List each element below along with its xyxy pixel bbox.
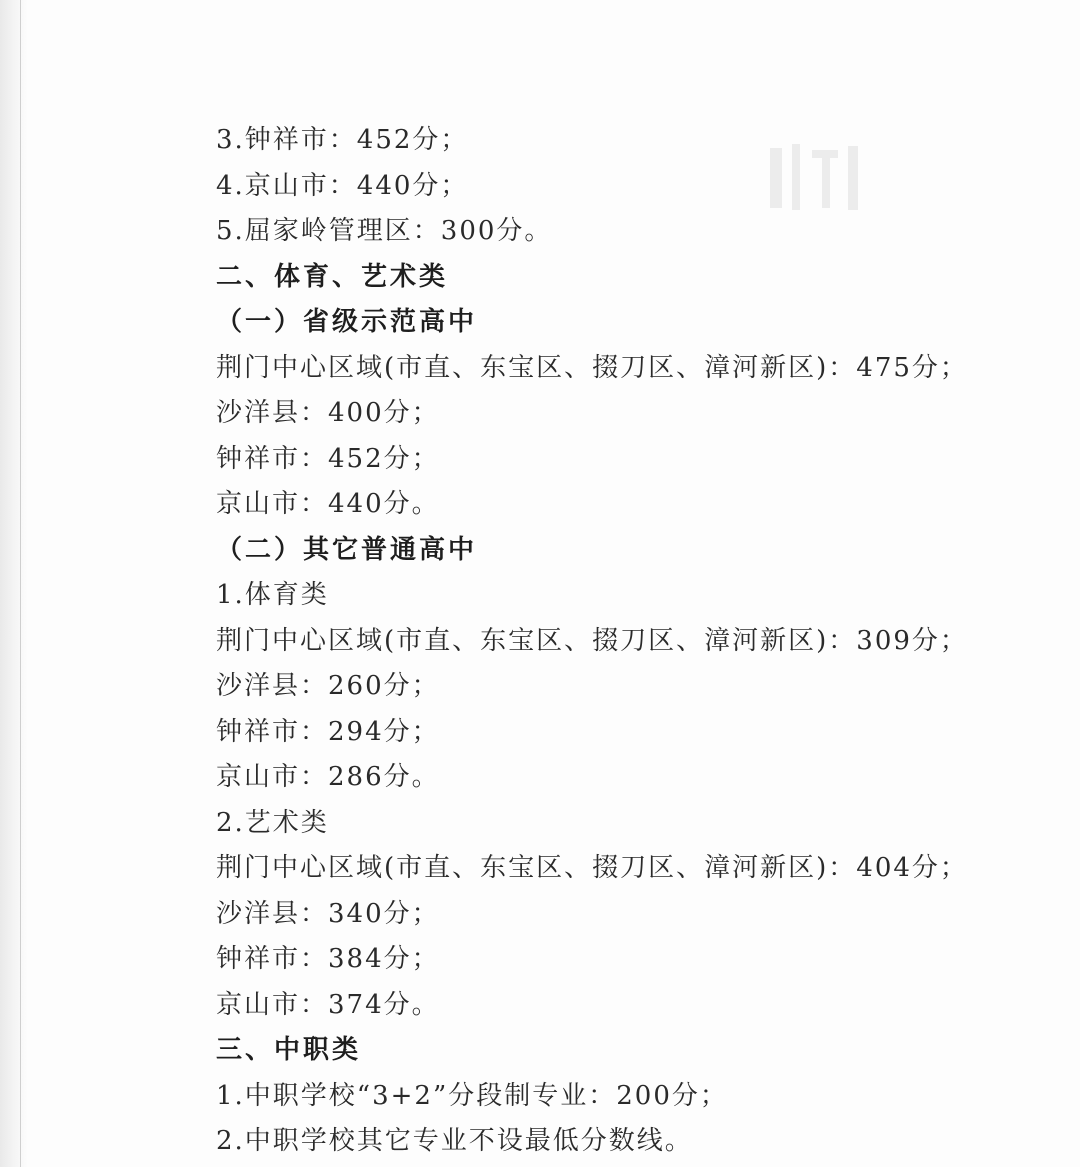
list-heading-sports: 1.体育类 [216,580,329,610]
line-shayang-score-2: 沙洋县：260分； [216,671,440,701]
page-edge-line [20,0,21,1167]
line-shayang-score-3: 沙洋县：340分； [216,898,440,929]
line-vocational-3plus2-score: 1.中职学校“3+2”分段制专业：200分； [216,1080,728,1111]
list-heading-arts: 2.艺术类 [216,807,329,838]
subsection-heading-other-high-schools: （二）其它普通高中 [216,534,478,565]
line-zhongxiang-score-2: 钟祥市：452分； [216,443,440,474]
line-zhongxiang-score-1: 3.钟祥市：452分； [216,125,469,155]
line-vocational-other-no-minimum: 2.中职学校其它专业不设最低分数线。 [216,1126,693,1156]
line-jingshan-score-4: 京山市：374分。 [216,989,440,1020]
line-jingshan-score-2: 京山市：440分。 [216,489,440,519]
document-body [216,118,976,1165]
section-heading-vocational: 三、中职类 [216,1035,362,1065]
line-jingshan-score-3: 京山市：286分。 [216,762,440,792]
line-jingmen-center-score-1: 荆门中心区域(市直、东宝区、掇刀区、漳河新区)：475分； [216,352,968,383]
line-shayang-score-1: 沙洋县：400分； [216,398,440,428]
section-heading-sports-arts: 二、体育、艺术类 [216,261,449,292]
line-qujialing-score: 5.屈家岭管理区：300分。 [216,216,553,246]
page-edge-shadow [0,0,28,1167]
subsection-heading-provincial-model-high-school: （一）省级示范高中 [216,307,478,337]
line-jingmen-center-score-3: 荆门中心区域(市直、东宝区、掇刀区、漳河新区)：404分； [216,853,968,883]
line-zhongxiang-score-4: 钟祥市：384分； [216,944,440,974]
line-jingmen-center-score-2: 荆门中心区域(市直、东宝区、掇刀区、漳河新区)：309分； [216,625,968,656]
line-zhongxiang-score-3: 钟祥市：294分； [216,716,440,747]
line-jingshan-score-1: 4.京山市：440分； [216,170,469,201]
